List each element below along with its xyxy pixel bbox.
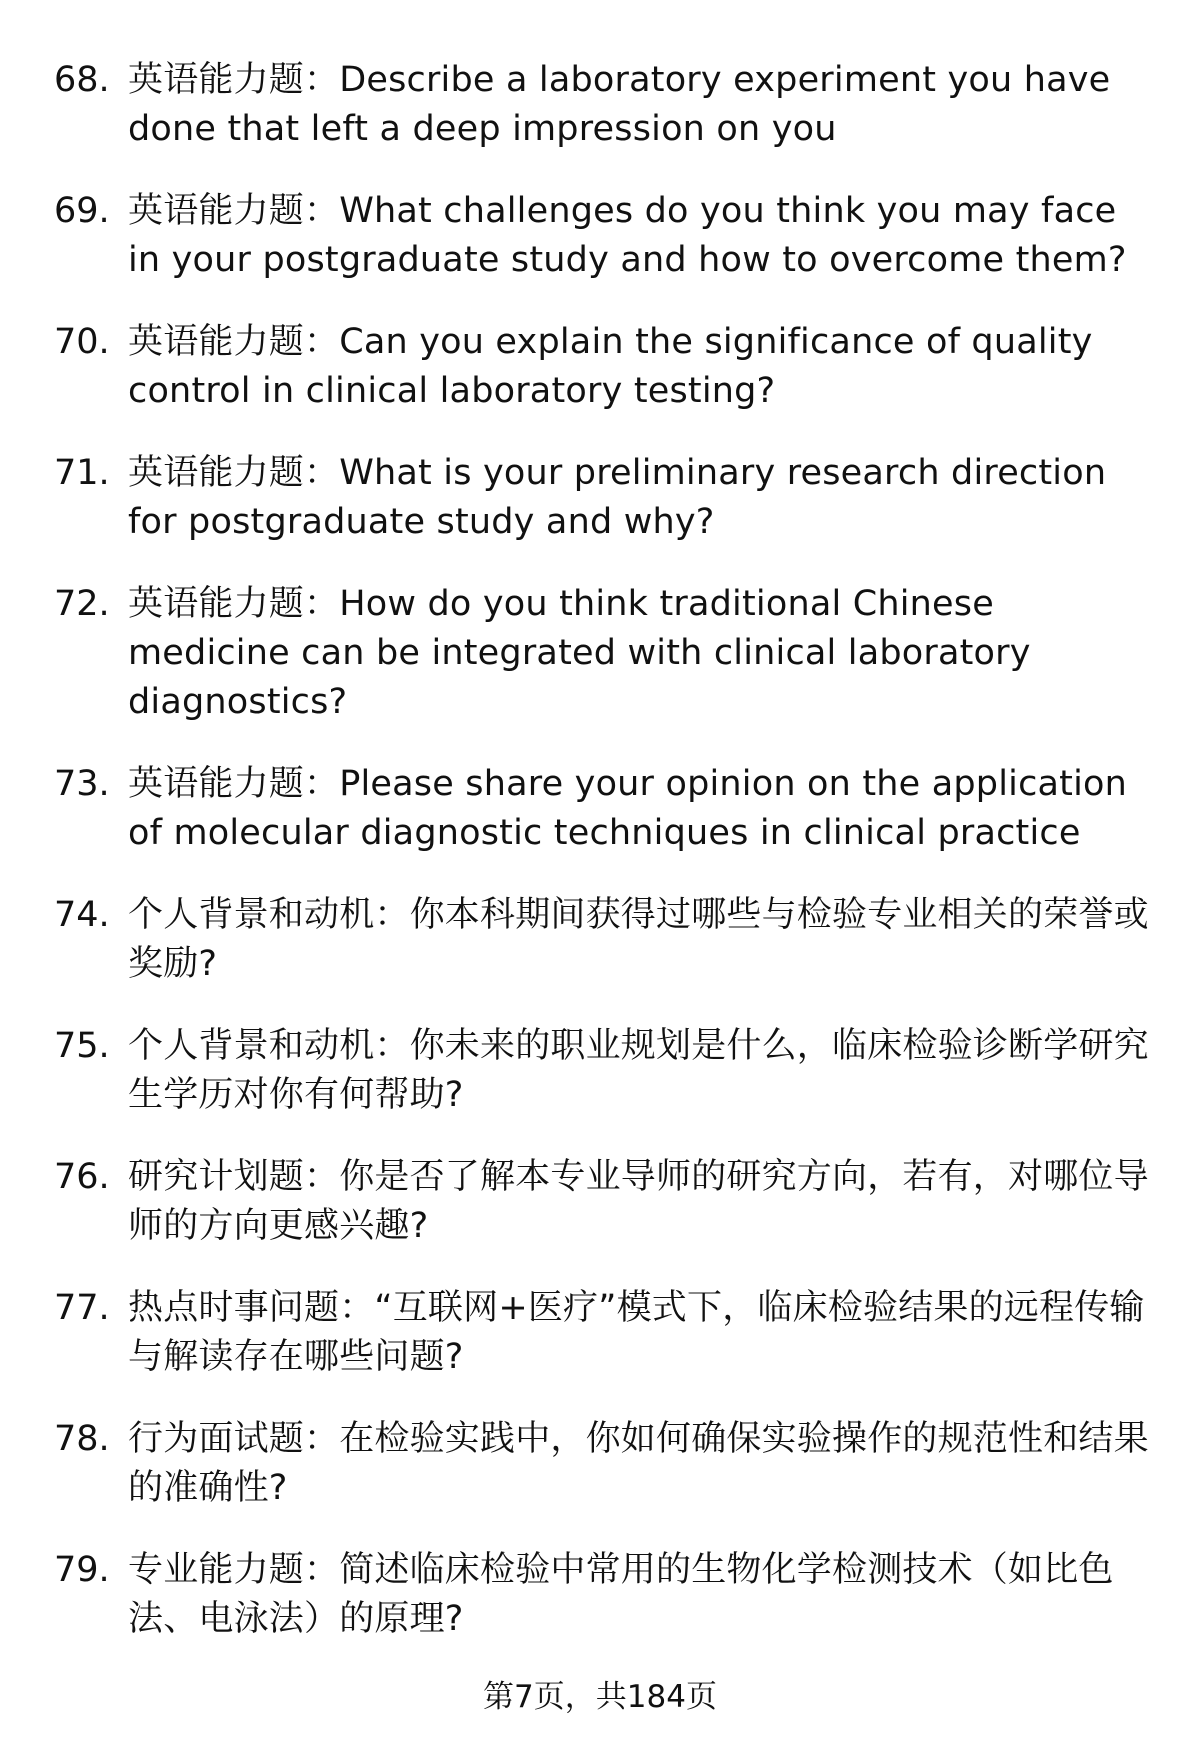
question-item-71 bbox=[54, 449, 1160, 547]
question-text: 英语能力题：Describe a laboratory experiment you have done that left a deep impression on you bbox=[128, 60, 1111, 149]
question-text: 英语能力题：How do you think traditional Chinese medicine can be integrated with clinical laboratory diagnostics? bbox=[128, 584, 1031, 722]
question-number: 72. bbox=[54, 584, 110, 624]
question-text: 英语能力题：Please share your opinion on the application of molecular diagnostic techniques in clinical practice bbox=[128, 764, 1128, 853]
question-number: 77. bbox=[54, 1288, 110, 1328]
question-text: 专业能力题：简述临床检验中常用的生物化学检测技术（如比色法、电泳法）的原理? bbox=[128, 1550, 1114, 1639]
question-item-74 bbox=[54, 891, 1160, 989]
question-list bbox=[54, 56, 1160, 1644]
question-number: 68. bbox=[54, 60, 110, 100]
question-text: 英语能力题：Can you explain the significance of quality control in clinical laboratory testing? bbox=[128, 322, 1093, 411]
question-item-75 bbox=[54, 1022, 1160, 1120]
question-number: 78. bbox=[54, 1419, 110, 1459]
question-item-73 bbox=[54, 760, 1160, 858]
question-number: 70. bbox=[54, 322, 110, 362]
question-item-78 bbox=[54, 1415, 1160, 1513]
question-text: 研究计划题：你是否了解本专业导师的研究方向，若有，对哪位导师的方向更感兴趣? bbox=[128, 1157, 1149, 1246]
question-item-77 bbox=[54, 1284, 1160, 1382]
question-item-79 bbox=[54, 1546, 1160, 1644]
question-number: 79. bbox=[54, 1550, 110, 1590]
question-item-72 bbox=[54, 580, 1160, 727]
question-number: 76. bbox=[54, 1157, 110, 1197]
question-number: 74. bbox=[54, 895, 110, 935]
question-number: 73. bbox=[54, 764, 110, 804]
question-number: 69. bbox=[54, 191, 110, 231]
question-item-68 bbox=[54, 56, 1160, 154]
question-item-69 bbox=[54, 187, 1160, 285]
question-text: 行为面试题：在检验实践中，你如何确保实验操作的规范性和结果的准确性? bbox=[128, 1419, 1149, 1508]
question-item-70 bbox=[54, 318, 1160, 416]
question-item-76 bbox=[54, 1153, 1160, 1251]
question-text: 英语能力题：What challenges do you think you may face in your postgraduate study and how to overcome them? bbox=[128, 191, 1127, 280]
question-text: 个人背景和动机：你本科期间获得过哪些与检验专业相关的荣誉或奖励? bbox=[128, 895, 1149, 984]
question-number: 75. bbox=[54, 1026, 110, 1066]
question-number: 71. bbox=[54, 453, 110, 493]
page-footer: 第7页，共184页 bbox=[483, 1679, 717, 1715]
question-text: 英语能力题：What is your preliminary research direction for postgraduate study and why? bbox=[128, 453, 1107, 542]
question-text: 个人背景和动机：你未来的职业规划是什么，临床检验诊断学研究生学历对你有何帮助? bbox=[128, 1026, 1149, 1115]
question-text: 热点时事问题：“互联网+医疗”模式下，临床检验结果的远程传输与解读存在哪些问题? bbox=[128, 1288, 1145, 1377]
